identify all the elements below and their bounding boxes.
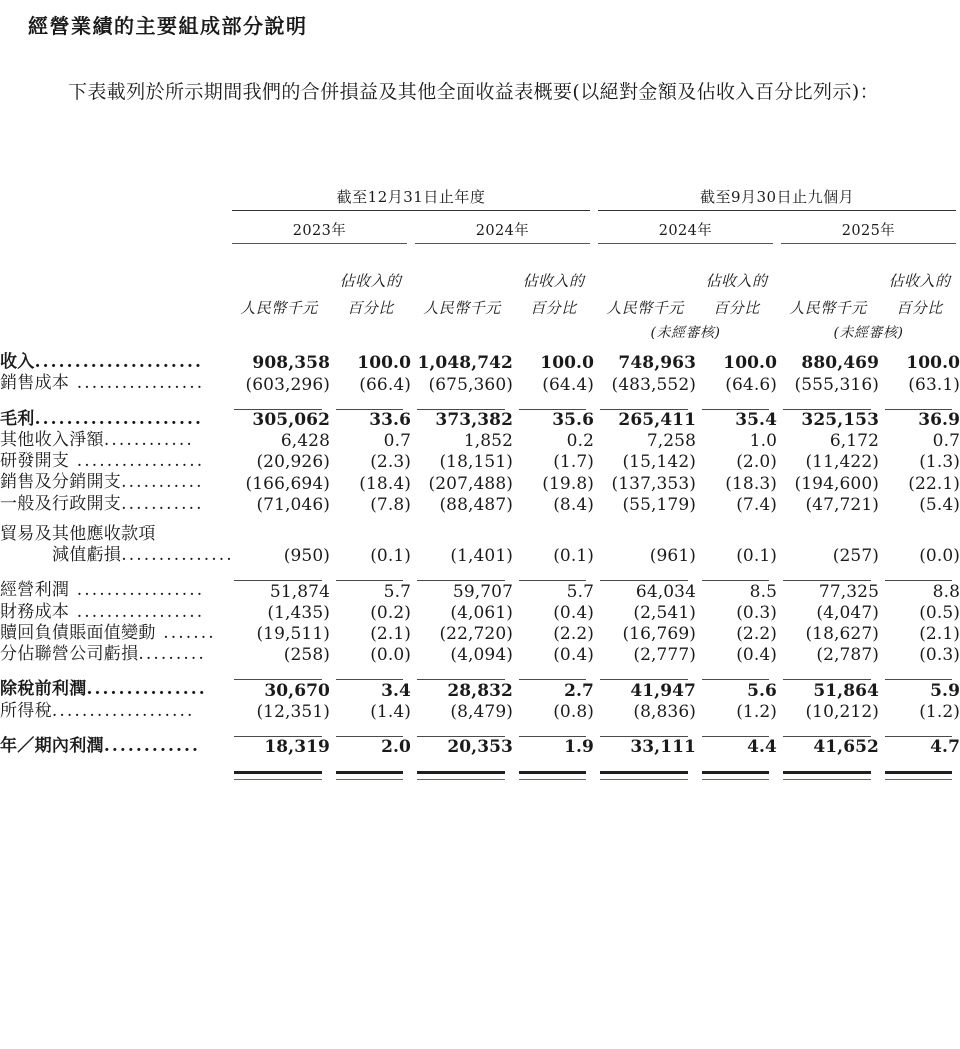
cell-amount: 51,864 <box>813 680 879 701</box>
cell-amount: (47,721) <box>805 494 879 515</box>
unit-percent-line1-1: 佔收入的 <box>339 272 402 290</box>
cell-percent: (0.3) <box>736 602 777 623</box>
cell-amount: (4,061) <box>450 602 513 623</box>
header-corner-blank <box>0 186 228 207</box>
rule-blank <box>0 207 228 219</box>
cell-amount: (11,422) <box>805 452 879 473</box>
year-rule-2024-interim <box>594 240 777 252</box>
cell-amount: (8,479) <box>411 701 513 736</box>
year-rule-row <box>0 240 960 252</box>
unit-row1-blank <box>0 252 228 293</box>
audit-note-row <box>0 322 960 342</box>
cell-amount: 51,874 <box>269 581 330 602</box>
year-rule-2025-interim <box>777 240 960 252</box>
cell-percent: (2.2) <box>553 624 594 644</box>
dot-leader: ....... <box>155 622 216 643</box>
cell-percent: (5.4) <box>919 494 960 515</box>
dot-leader: ................. <box>69 451 205 471</box>
year-header-2024-interim: 2024年 <box>658 223 713 239</box>
group-header-annual: 截至12月31日止年度 <box>336 188 486 206</box>
cell-percent: (0.0) <box>330 644 411 679</box>
unit-percent-line1-3: 佔收入的 <box>705 272 768 290</box>
dot-leader: ............ <box>103 735 201 756</box>
year-rule-2024-annual <box>411 240 594 252</box>
row-label <box>0 472 228 493</box>
audit-note-2024-interim: (未經審核) <box>650 325 721 341</box>
dot-leader: ................. <box>69 373 205 394</box>
row-label-text: 研發開支 <box>0 451 70 471</box>
group-rule-interim <box>594 207 960 219</box>
financial-table <box>0 186 960 771</box>
cell-amount: 41,652 <box>777 736 879 771</box>
cell-percent: (1.7) <box>553 452 594 473</box>
table-row <box>0 373 960 408</box>
group-header-interim: 截至9月30日止九個月 <box>699 188 855 206</box>
dot-leader: ............... <box>121 545 234 565</box>
unit-blank-amt-4 <box>777 252 879 293</box>
cell-percent: 4.7 <box>879 736 960 771</box>
cell-percent: (0.1) <box>330 545 411 580</box>
table-row <box>0 515 960 545</box>
cell-amount: 41,947 <box>630 680 696 701</box>
intro-text: 下表載列於所示期間我們的合併損益及其他全面收益表概要(以絕對金額及佔收入百分比列示)： <box>68 81 880 103</box>
unit-percent-line2-4: 百分比 <box>896 299 943 317</box>
dot-leader: ..................... <box>34 408 203 429</box>
cell-percent: (2.2) <box>736 624 777 644</box>
unit-percent-line2-1: 百分比 <box>347 299 394 317</box>
dot-leader: ................. <box>69 601 205 622</box>
cell-percent: 35.4 <box>735 409 777 430</box>
table-row <box>0 430 960 451</box>
cell-amount: (258) <box>228 644 330 679</box>
cell-amount: (483,552) <box>594 373 696 408</box>
cell-percent: 33.6 <box>369 409 411 430</box>
cell-percent: 2.7 <box>564 680 594 701</box>
unit-percent-line2-3: 百分比 <box>713 299 760 317</box>
cell-amount: 6,428 <box>280 431 330 451</box>
table-row <box>0 409 960 430</box>
cell-amount: (2,787) <box>777 644 879 679</box>
unit-amount-3: 人民幣千元 <box>606 299 684 317</box>
cell-amount: (22,720) <box>439 624 513 644</box>
row-label <box>0 430 228 451</box>
cell-amount: 748,963 <box>618 353 696 374</box>
cell-amount: 64,034 <box>635 581 696 602</box>
table-row <box>0 736 960 771</box>
unit-header-row-2 <box>0 293 960 322</box>
cell-amount: (8,836) <box>594 701 696 736</box>
unit-amount-2: 人民幣千元 <box>423 299 501 317</box>
table-row <box>0 494 960 515</box>
row-label <box>0 545 234 580</box>
cell-percent: (22.1) <box>908 473 960 494</box>
row-label-text: 銷售及分銷開支 <box>0 472 122 493</box>
row-label <box>0 451 228 472</box>
row-label-text: 減值虧損 <box>52 545 122 565</box>
row-label <box>0 515 228 545</box>
dot-leader: ................... <box>51 700 195 721</box>
cell-percent: (1.3) <box>919 452 960 473</box>
unit-blank-amt-3 <box>594 252 696 293</box>
cell-percent: 2.0 <box>330 736 411 771</box>
year-header-2023-annual: 2023年 <box>292 223 347 239</box>
cell-amount <box>777 515 879 545</box>
row-label-text: 一般及行政開支 <box>0 493 122 514</box>
cell-percent: 36.9 <box>918 409 960 430</box>
cell-amount: (16,769) <box>622 624 696 644</box>
row-label <box>0 373 228 408</box>
dot-leader: ............ <box>103 429 194 450</box>
year-rule-2023-annual <box>228 240 411 252</box>
row-label-text: 除稅前利潤 <box>0 679 87 700</box>
dot-leader: ............... <box>86 679 207 700</box>
cell-amount: (137,353) <box>611 473 696 494</box>
cell-amount: (18,627) <box>805 624 879 644</box>
cell-amount: (71,046) <box>256 494 330 515</box>
page-title: 經營業績的主要組成部分說明 <box>28 14 308 38</box>
cell-percent: (18.3) <box>725 473 777 494</box>
cell-amount <box>228 515 330 545</box>
cell-percent: 5.6 <box>747 680 777 701</box>
table-row <box>0 679 960 700</box>
row-label <box>0 736 228 771</box>
cell-percent: (18.4) <box>359 473 411 494</box>
cell-percent <box>513 515 594 545</box>
audit-note-2025-interim: (未經審核) <box>833 325 904 341</box>
cell-amount: (15,142) <box>622 452 696 473</box>
unit-amount-4: 人民幣千元 <box>789 299 867 317</box>
cell-percent: 8.8 <box>932 581 960 602</box>
cell-percent: 100.0 <box>540 353 594 374</box>
cell-amount: 20,353 <box>411 736 513 771</box>
cell-amount: 880,469 <box>801 353 879 374</box>
cell-amount: (603,296) <box>228 373 330 408</box>
cell-percent: (2.1) <box>370 624 411 644</box>
dot-leader: ........... <box>121 472 204 493</box>
row-label-text: 財務成本 <box>0 601 70 622</box>
cell-amount: 6,172 <box>829 431 879 451</box>
row-label-text: 所得稅 <box>0 700 52 721</box>
cell-amount: (4,047) <box>816 602 879 623</box>
group-rule-annual <box>228 207 594 219</box>
cell-percent: (0.4) <box>696 644 777 679</box>
year-header-blank <box>0 219 228 240</box>
row-label-text: 貿易及其他應收款項 <box>0 523 156 544</box>
dot-leader: ......... <box>138 644 206 664</box>
table-row <box>0 644 960 679</box>
cell-amount: (257) <box>777 545 879 580</box>
cell-percent: (0.0) <box>879 545 960 580</box>
cell-amount: 30,670 <box>264 680 330 701</box>
cell-amount: (18,151) <box>439 452 513 473</box>
cell-percent: (0.4) <box>553 602 594 623</box>
table-row <box>0 545 960 580</box>
cell-amount: 33,111 <box>594 736 696 771</box>
dot-leader: ................. <box>69 580 205 601</box>
group-header-row <box>0 186 960 207</box>
cell-amount: (207,488) <box>428 473 513 494</box>
year-header-row <box>0 219 960 240</box>
year-rule-blank <box>0 240 228 252</box>
row-label-text: 銷售成本 <box>0 373 70 394</box>
cell-amount: 265,411 <box>618 409 696 430</box>
row-label <box>0 580 228 601</box>
table-row <box>0 701 960 736</box>
cell-amount: (961) <box>594 545 696 580</box>
audit-note-2024-annual <box>411 322 594 342</box>
cell-percent: (2.0) <box>736 452 777 473</box>
cell-percent: (66.4) <box>330 373 411 408</box>
row-label-text: 收入 <box>0 352 35 372</box>
cell-percent: (1.2) <box>879 701 960 736</box>
cell-percent: (0.1) <box>696 545 777 580</box>
cell-amount: (4,094) <box>411 644 513 679</box>
cell-amount: (19,511) <box>256 624 330 644</box>
audit-blank <box>0 322 228 342</box>
cell-amount: (10,212) <box>777 701 879 736</box>
audit-note-2023-annual <box>228 322 411 342</box>
cell-amount: 28,832 <box>447 680 513 701</box>
unit-row2-blank <box>0 293 228 322</box>
row-label <box>0 623 228 644</box>
cell-percent: 5.7 <box>566 581 594 602</box>
cell-amount: (2,541) <box>633 602 696 623</box>
cell-amount: 1,048,742 <box>417 353 513 374</box>
year-header-2024-annual: 2024年 <box>475 223 530 239</box>
cell-percent: (0.5) <box>919 602 960 623</box>
table-row <box>0 623 960 644</box>
cell-percent: (7.8) <box>370 494 411 515</box>
unit-percent-line1-2: 佔收入的 <box>522 272 585 290</box>
cell-percent: 0.7 <box>383 431 411 451</box>
row-label-text: 其他收入淨額 <box>0 429 104 450</box>
row-label <box>0 602 228 623</box>
cell-percent: 3.4 <box>381 680 411 701</box>
row-label-text: 經營利潤 <box>0 580 70 601</box>
cell-amount: 1,852 <box>463 431 513 451</box>
year-header-2025-interim: 2025年 <box>841 223 896 239</box>
cell-amount: (194,600) <box>794 473 879 494</box>
table-row <box>0 580 960 601</box>
table-row <box>0 472 960 493</box>
cell-percent: (0.3) <box>879 644 960 679</box>
cell-amount: 77,325 <box>818 581 879 602</box>
row-label <box>0 409 228 430</box>
cell-amount: 908,358 <box>252 353 330 374</box>
cell-amount: (1,435) <box>267 602 330 623</box>
cell-percent: 100.0 <box>357 353 411 374</box>
cell-amount <box>411 515 513 545</box>
cell-percent <box>696 515 777 545</box>
cell-percent: (64.6) <box>696 373 777 408</box>
cell-amount <box>594 515 696 545</box>
cell-percent: (19.8) <box>542 473 594 494</box>
cell-amount: (950) <box>228 545 330 580</box>
cell-amount: 373,382 <box>435 409 513 430</box>
unit-header-row-1 <box>0 252 960 293</box>
cell-amount: 325,153 <box>801 409 879 430</box>
financial-table-wrapper <box>0 186 960 771</box>
cell-percent <box>330 515 411 545</box>
cell-amount: (555,316) <box>777 373 879 408</box>
row-label <box>0 644 228 679</box>
row-label-text: 毛利 <box>0 408 35 429</box>
cell-amount: 305,062 <box>252 409 330 430</box>
cell-percent: (0.8) <box>513 701 594 736</box>
row-label-text: 贖回負債賬面值變動 <box>0 622 156 643</box>
cell-percent <box>879 515 960 545</box>
dot-leader: ..................... <box>34 352 203 372</box>
cell-percent: (0.2) <box>370 602 411 623</box>
unit-blank-amt-1 <box>228 252 330 293</box>
cell-percent: (0.1) <box>513 545 594 580</box>
intro-paragraph <box>28 76 938 109</box>
cell-amount: (1,401) <box>411 545 513 580</box>
group-rule-row <box>0 207 960 219</box>
row-label-text: 年／期內利潤 <box>0 735 104 756</box>
dot-leader: ........... <box>121 493 204 514</box>
cell-percent: 100.0 <box>723 353 777 374</box>
row-label <box>0 494 228 515</box>
cell-percent: 100.0 <box>906 353 960 374</box>
header-body-spacer <box>0 342 960 352</box>
unit-blank-amt-2 <box>411 252 513 293</box>
row-label <box>0 679 228 700</box>
cell-percent: (7.4) <box>736 494 777 515</box>
cell-amount: (20,926) <box>256 452 330 473</box>
cell-amount: 18,319 <box>228 736 330 771</box>
table-row <box>0 602 960 623</box>
cell-percent: (8.4) <box>553 494 594 515</box>
table-row <box>0 451 960 472</box>
unit-percent-line2-2: 百分比 <box>530 299 577 317</box>
table-row <box>0 352 960 373</box>
row-label <box>0 352 228 373</box>
cell-percent: (0.4) <box>513 644 594 679</box>
cell-percent: 1.9 <box>513 736 594 771</box>
cell-percent: 5.7 <box>383 581 411 602</box>
cell-percent: 0.2 <box>566 431 594 451</box>
cell-percent: (64.4) <box>513 373 594 408</box>
cell-amount: (166,694) <box>245 473 330 494</box>
cell-amount: (675,360) <box>411 373 513 408</box>
cell-percent: 35.6 <box>552 409 594 430</box>
cell-percent: (1.2) <box>696 701 777 736</box>
unit-percent-line1-4: 佔收入的 <box>888 272 951 290</box>
cell-amount: (12,351) <box>228 701 330 736</box>
cell-percent: (2.3) <box>370 452 411 473</box>
cell-amount: (88,487) <box>439 494 513 515</box>
spacer-cell <box>0 342 960 352</box>
cell-percent: 1.0 <box>749 431 777 451</box>
table-body <box>0 352 960 771</box>
cell-percent: (1.4) <box>330 701 411 736</box>
cell-percent: (63.1) <box>879 373 960 408</box>
cell-amount: (55,179) <box>622 494 696 515</box>
cell-percent: 5.9 <box>930 680 960 701</box>
cell-percent: 0.7 <box>932 431 960 451</box>
cell-percent: 4.4 <box>696 736 777 771</box>
cell-amount: 7,258 <box>646 431 696 451</box>
unit-amount-1: 人民幣千元 <box>240 299 318 317</box>
row-label-text: 分佔聯營公司虧損 <box>0 644 139 664</box>
cell-amount: 59,707 <box>452 581 513 602</box>
cell-percent: 8.5 <box>749 581 777 602</box>
cell-percent: (2.1) <box>919 624 960 644</box>
table-header <box>0 186 960 352</box>
row-label <box>0 701 228 736</box>
cell-amount: (2,777) <box>594 644 696 679</box>
